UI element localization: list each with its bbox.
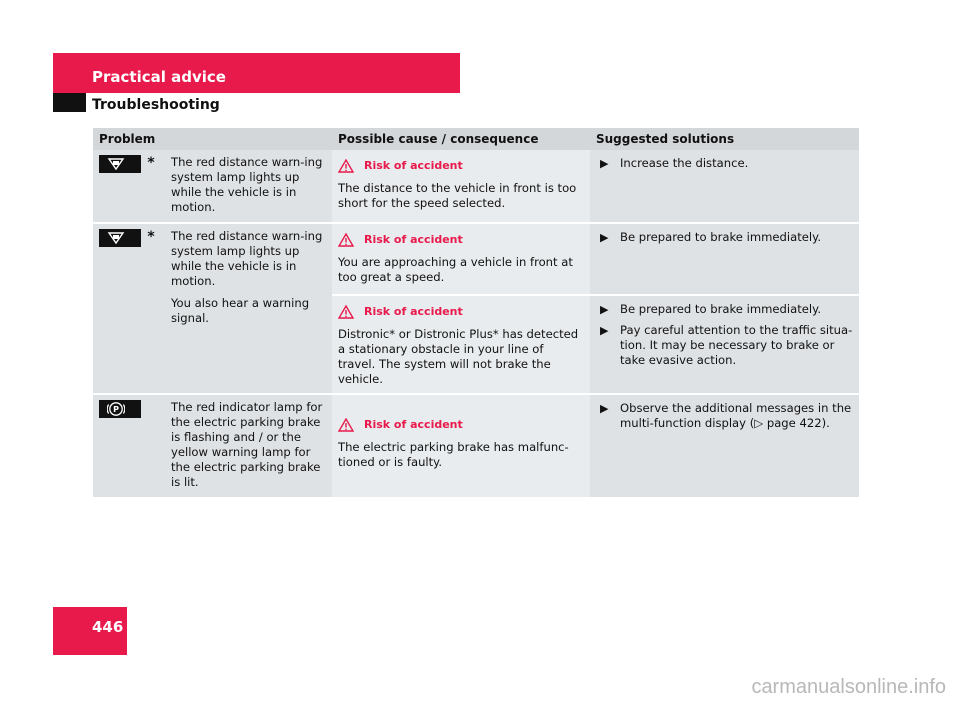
cause-text: The distance to the vehicle in front is too short for the speed selected. [338,181,577,210]
problem-text: You also hear a warning signal. [171,296,310,325]
risk-warning [338,304,584,319]
arrow-icon: ▶ [600,157,609,170]
cause-cell [332,224,590,296]
risk-warning [338,158,584,173]
warning-triangle-icon [338,159,354,173]
solution-item: ▶ Pay careful attention to the traffic situa-tion. It may be necessary to brake or take evasive action. [596,323,853,368]
warning-triangle-icon [338,418,354,432]
troubleshooting-table [93,128,859,499]
risk-label: Risk of accident [364,418,463,431]
page-subtitle: Troubleshooting [92,97,220,113]
solution-item: ▶ Be prepared to brake immediately. [596,302,853,317]
page-number: 446 [92,618,124,636]
risk-label: Risk of accident [364,305,463,318]
problem-cell [93,150,332,224]
cause-cell [332,395,590,499]
header-problem: Problem [93,128,332,150]
arrow-icon: ▶ [600,303,609,316]
distance-warning-icon [99,229,141,247]
header-solutions: Suggested solutions [590,128,859,150]
svg-text:P: P [113,405,119,414]
problem-text: The red distance warn-ing system lamp lights up while the vehicle is in motion. [171,155,323,214]
watermark: carmanualsonline.info [751,676,946,698]
arrow-icon: ▶ [600,231,609,244]
solutions-cell [590,224,859,296]
header-cause: Possible cause / consequence [332,128,590,150]
problem-cell [93,224,332,395]
cause-cell [332,150,590,224]
table-header-row [93,128,859,150]
arrow-icon: ▶ [600,402,609,415]
solutions-cell [590,395,859,499]
solution-item: ▶ Be prepared to brake immediately. [596,230,853,245]
problem-text: The red distance warn-ing system lamp lights up while the vehicle is in motion. [171,229,323,288]
risk-warning [338,232,584,247]
risk-label: Risk of accident [364,233,463,246]
warning-triangle-icon [338,233,354,247]
arrow-icon: ▶ [600,324,609,337]
section-tab-marker [53,93,86,112]
section-title: Practical advice [92,68,226,86]
solutions-cell [590,296,859,395]
risk-label: Risk of accident [364,159,463,172]
availability-star: * [147,229,155,245]
availability-star: * [147,155,155,171]
solutions-cell [590,150,859,224]
warning-triangle-icon [338,305,354,319]
cause-text: Distronic* or Distronic Plus* has detected a stationary obstacle in your line of travel. The system will not brake the vehicle. [338,327,579,386]
risk-warning [338,417,584,432]
cause-text: You are approaching a vehicle in front at too great a speed. [338,255,573,284]
table-row [93,150,859,224]
solution-item: ▶ Observe the additional messages in the multi-function display (▷ page 422). [596,401,853,431]
cause-text: The electric parking brake has malfunc-tioned or is faulty. [338,440,569,469]
problem-text: The red indicator lamp for the electric parking brake is flashing and / or the yellow warning lamp for the electric parking brake is lit. [171,400,323,489]
distance-warning-icon [99,155,141,173]
cause-cell [332,296,590,395]
table-row [93,395,859,499]
problem-cell [93,395,332,499]
parking-brake-icon [99,400,141,418]
solution-item: ▶ Increase the distance. [596,156,853,171]
table-row [93,224,859,296]
